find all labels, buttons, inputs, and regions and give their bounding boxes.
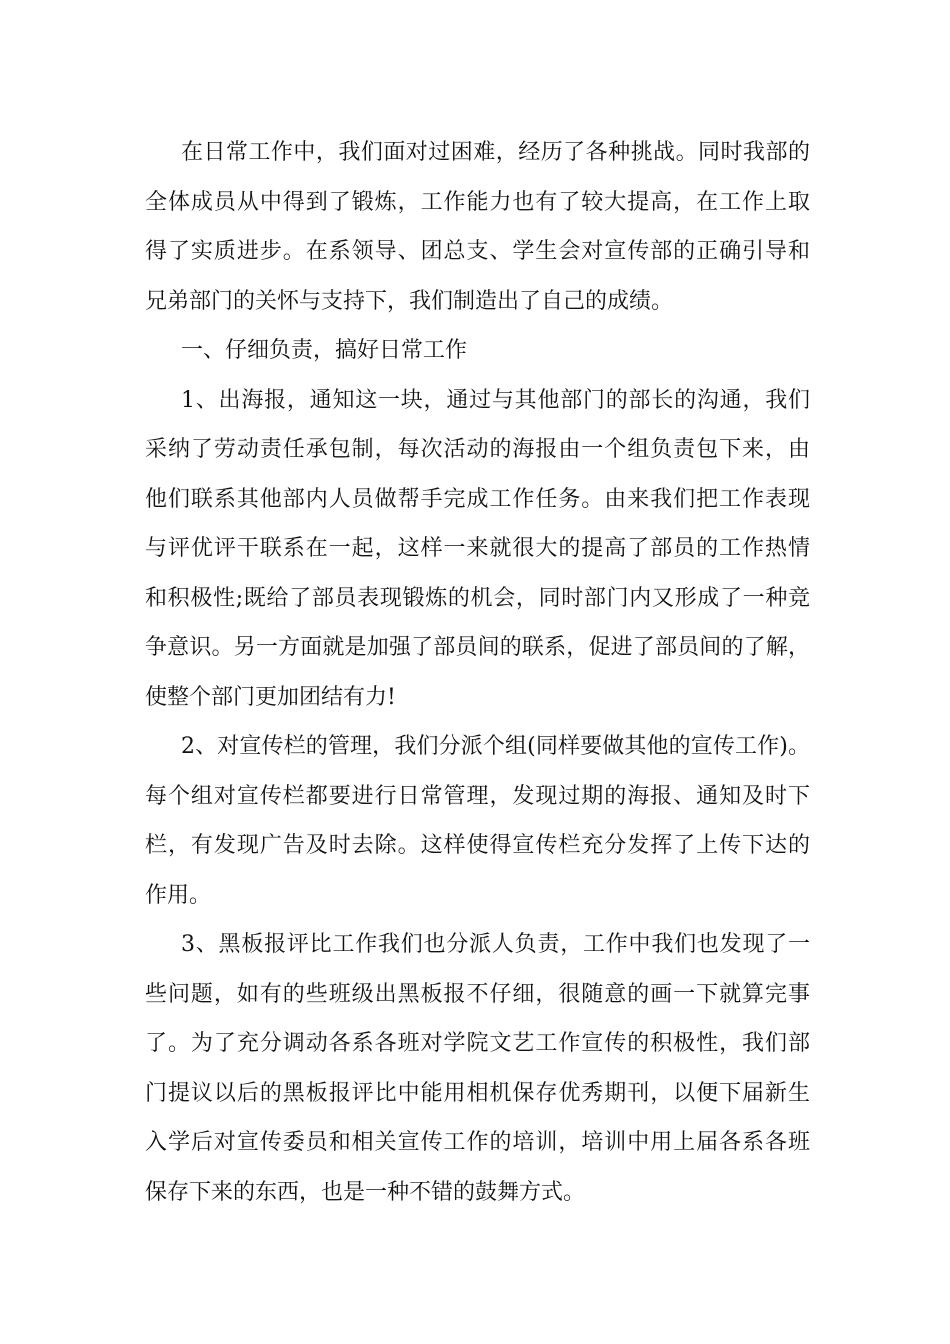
- text-line: 每个组对宣传栏都要进行日常管理，发现过期的海报、通知及时下: [145, 783, 810, 809]
- document-body: [145, 128, 810, 1217]
- text-line: 3、黑板报评比工作我们也分派人负责，工作中我们也发现了一: [181, 932, 810, 957]
- text-line: 门提议以后的黑板报评比中能用相机保存优秀期刊，以便下届新生: [145, 1080, 810, 1106]
- text-line: 兄弟部门的关怀与支持下，我们制造出了自己的成绩。: [145, 288, 674, 314]
- text-line: 和积极性;既给了部员表现锻炼的机会，同时部门内又形成了一种竞: [145, 585, 810, 611]
- text-line: 与评优评干联系在一起，这样一来就很大的提高了部员的工作热情: [145, 536, 810, 561]
- text-line: 了。为了充分调动各系各班对学院文艺工作宣传的积极性，我们部: [145, 1031, 810, 1056]
- paragraph-item-1: [145, 376, 810, 723]
- text-line: 1、出海报，通知这一块，通过与其他部门的部长的沟通，我们: [181, 387, 810, 413]
- text-line: 栏，有发现广告及时去除。这样使得宣传栏充分发挥了上传下达的: [145, 833, 810, 858]
- text-line: 入学后对宣传委员和相关宣传工作的培训，培训中用上届各系各班: [145, 1130, 810, 1155]
- text-line: 他们联系其他部内人员做帮手完成工作任务。由来我们把工作表现: [145, 486, 810, 512]
- paragraph-item-2: [145, 722, 810, 920]
- text-line: 使整个部门更加团结有力!: [145, 684, 396, 710]
- text-line: 全体成员从中得到了锻炼，工作能力也有了较大提高，在工作上取: [145, 189, 810, 215]
- heading-text: 一、仔细负责，搞好日常工作: [181, 338, 468, 363]
- section-heading: [145, 326, 810, 376]
- paragraph-intro: [145, 128, 810, 326]
- paragraph-item-3: [145, 920, 810, 1217]
- text-line: 在日常工作中，我们面对过困难，经历了各种挑战。同时我部的: [181, 140, 810, 165]
- text-line: 些问题，如有的些班级出黑板报不仔细，很随意的画一下就算完事: [145, 981, 810, 1007]
- text-line: 得了实质进步。在系领导、团总支、学生会对宣传部的正确引导和: [145, 239, 810, 264]
- text-line: 采纳了劳动责任承包制，每次活动的海报由一个组负责包下来，由: [145, 437, 810, 462]
- text-line: 2、对宣传栏的管理，我们分派个组(同样要做其他的宣传工作)。: [181, 734, 810, 759]
- text-line: 保存下来的东西，也是一种不错的鼓舞方式。: [145, 1179, 586, 1205]
- text-line: 作用。: [145, 882, 212, 908]
- text-line: 争意识。另一方面就是加强了部员间的联系，促进了部员间的了解，: [145, 635, 810, 660]
